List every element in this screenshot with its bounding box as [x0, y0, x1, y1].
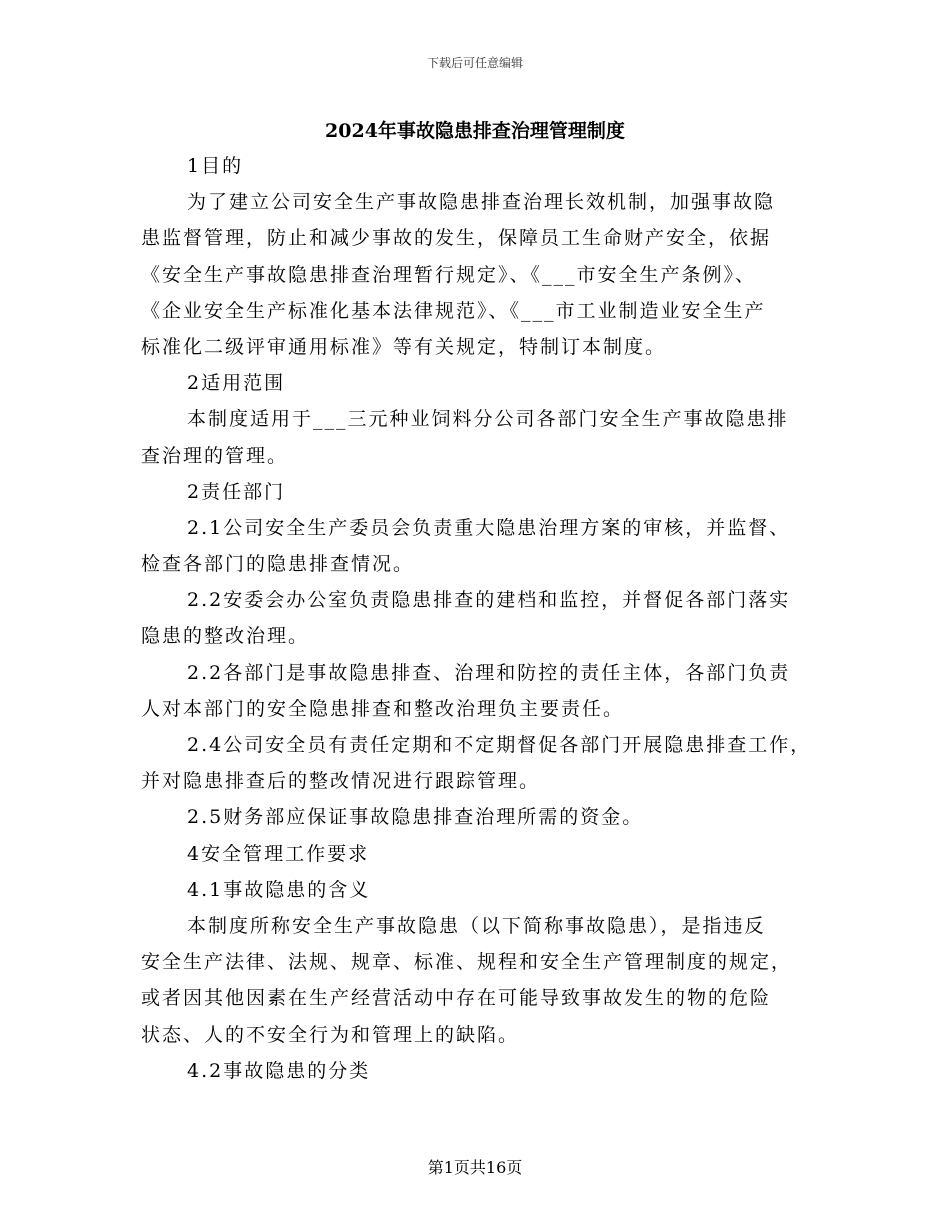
- document-body: [141, 148, 821, 1089]
- text-line: 安全生产法律、法规、规章、标准、规程和安全生产管理制度的规定，: [141, 951, 793, 974]
- text-line: 为了建立公司安全生产事故隐患排查治理长效机制，加强事故隐: [187, 191, 776, 214]
- text-line: 状态、人的不安全行为和管理上的缺陷。: [141, 1023, 520, 1046]
- text-line: 查治理的管理。: [141, 444, 289, 467]
- text-line: 2责任部门: [187, 480, 286, 503]
- text-line: 隐患的整改治理。: [141, 625, 310, 648]
- text-line: 4.1事故隐患的含义: [187, 878, 371, 901]
- text-line: 标准化二级评审通用标准》等有关规定，特制订本制度。: [141, 335, 667, 358]
- text-line: 2适用范围: [187, 372, 286, 395]
- text-line: 4.2事故隐患的分类: [187, 1059, 371, 1082]
- page-footer: 第1页共16页: [427, 1158, 523, 1177]
- text-line: 2.2各部门是事故隐患排查、治理和防控的责任主体，各部门负责: [187, 661, 791, 684]
- text-line: 2.1公司安全生产委员会负责重大隐患治理方案的审核，并监督、: [187, 516, 791, 539]
- text-line: 患监督管理，防止和减少事故的发生，保障员工生命财产安全，依据: [141, 227, 772, 250]
- text-line: 《安全生产事故隐患排查治理暂行规定》、《___市安全生产条例》、: [141, 263, 757, 286]
- text-line: 人对本部门的安全隐患排查和整改治理负主要责任。: [141, 697, 625, 720]
- header-note: 下载后可任意编辑: [426, 56, 523, 70]
- text-line: 并对隐患排查后的整改情况进行跟踪管理。: [141, 770, 541, 793]
- text-line: 或者因其他因素在生产经营活动中存在可能导致事故发生的物的危险: [141, 987, 772, 1010]
- text-line: 1目的: [187, 155, 244, 177]
- text-line: 本制度所称安全生产事故隐患（以下简称事故隐患），是指违反: [187, 914, 766, 937]
- text-line: 2.5财务部应保证事故隐患排查治理所需的资金。: [187, 806, 644, 829]
- text-line: 检查各部门的隐患排查情况。: [141, 553, 415, 576]
- text-line: 2.4公司安全员有责任定期和不定期督促各部门开展隐患排查工作，: [187, 734, 812, 756]
- text-line: 4安全管理工作要求: [187, 842, 370, 865]
- text-line: 《企业安全生产标准化基本法律规范》、《___市工业制造业安全生产: [141, 299, 766, 322]
- document-title: 2024年事故隐患排查治理管理制度: [325, 120, 625, 142]
- text-line: 本制度适用于___三元种业饲料分公司各部门安全生产事故隐患排: [187, 408, 789, 431]
- text-line: 2.2安委会办公室负责隐患排查的建档和监控，并督促各部门落实: [187, 589, 791, 612]
